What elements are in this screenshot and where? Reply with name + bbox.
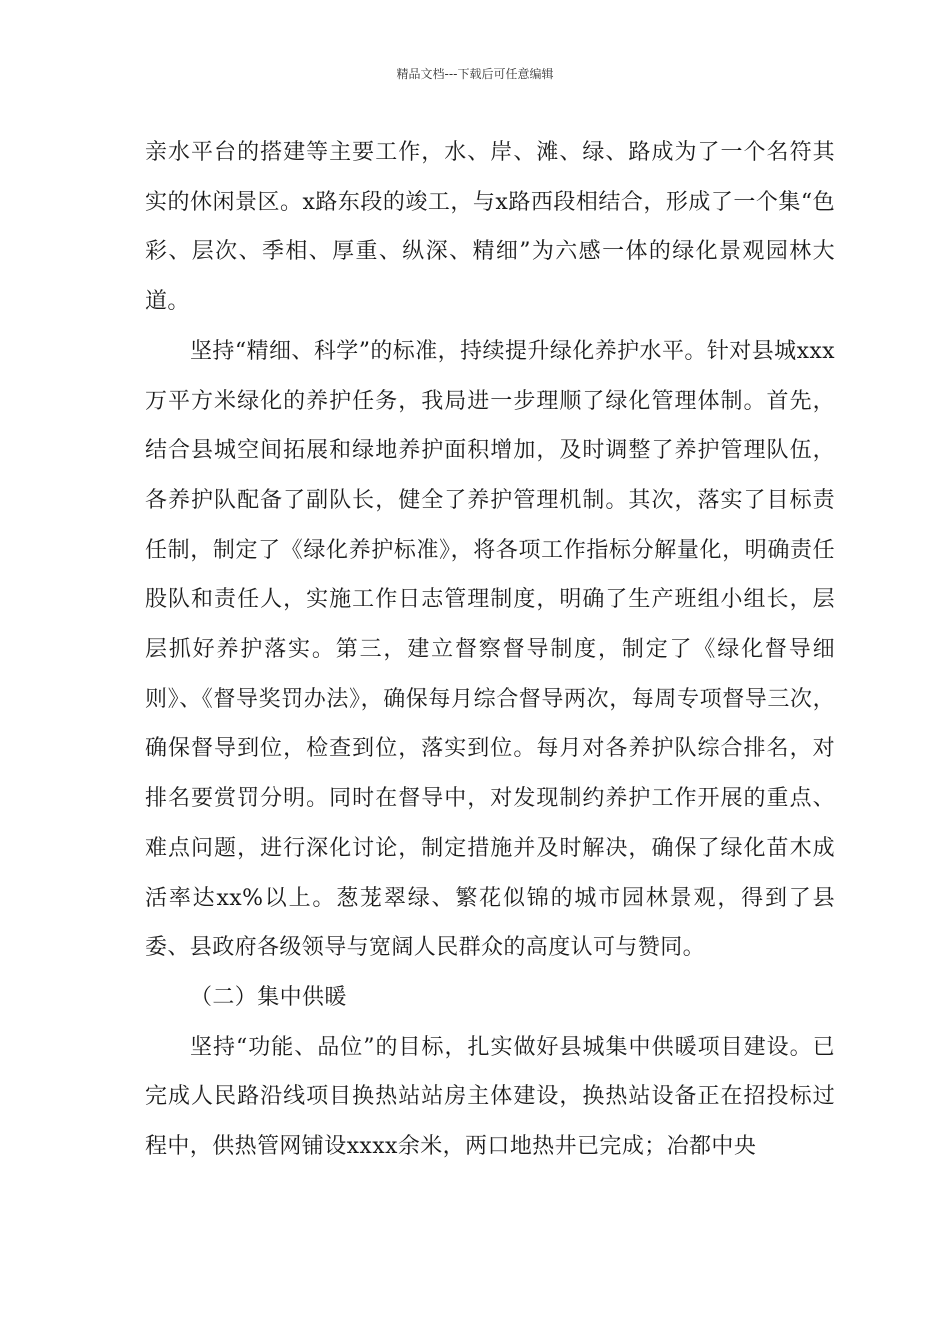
section-heading-central-heating: （二）集中供暖 [190,984,347,1010]
paragraph-heating-project: 坚持“功能、品位”的目标，扎实做好县城集中供暖项目建设。已完成人民路沿线项目换热站站房主体建设，换热站设备正在招投标过程中，供热管网铺设xxxx余米，两口地热井已完成；冶都中央 [145,1034,835,1160]
page-header: 精品文档---下载后可任意编辑 [396,67,554,81]
document-body [145,128,835,1172]
paragraph-landscape-avenue: 亲水平台的搭建等主要工作，水、岸、滩、绿、路成为了一个名符其实的休闲景区。x路东段的竣工，与x路西段相结合，形成了一个集“色彩、层次、季相、厚重、纵深、精细”为六感一体的绿化景观园林大道。 [145,140,835,315]
paragraph-greening-maintenance: 坚持“精细、科学”的标准，持续提升绿化养护水平。针对县城xxx万平方米绿化的养护任务，我局进一步理顺了绿化管理体制。首先，结合县城空间拓展和绿地养护面积增加，及时调整了养护管理队伍，各养护队配备了副队长，健全了养护管理机制。其次，落实了目标责任制，制定了《绿化养护标准》，将各项工作指标分解量化，明确责任股队和责任人，实施工作日志管理制度，明确了生产班组小组长，层层抓好养护落实。第三，建立督察督导制度，制定了《绿化督导细则》、《督导奖罚办法》，确保每月综合督导两次，每周专项督导三次，确保督导到位，检查到位，落实到位。每月对各养护队综合排名，对排名要赏罚分明。同时在督导中，对发现制约养护工作开展的重点、难点问题，进行深化讨论，制定措施并及时解决，确保了绿化苗木成活率达xx%以上。葱茏翠绿、繁花似锦的城市园林景观，得到了县委、县政府各级领导与宽阔人民群众的高度认可与赞同。 [145,338,835,961]
